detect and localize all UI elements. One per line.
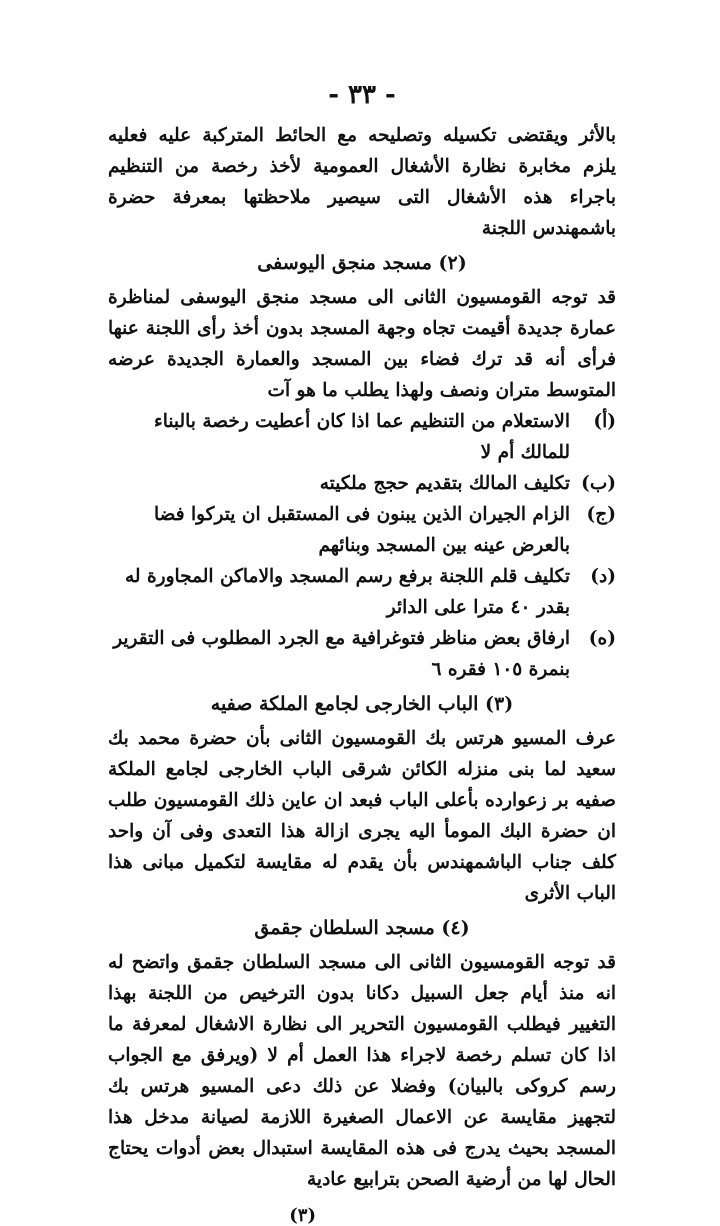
section-body-2: قد توجه القومسيون الثانى الى مسجد منجق اليوسفى لمناظرة عمارة جديدة أقيمت تجاه وجهة المسجد بدون أخذ رأى اللجنة عنها فرأى أنه قد ترك فضاء بين المسجد والعمارة الجديدة عرضه المتوسط متران ونصف ولهذا يطلب ما هو آت	[108, 287, 616, 401]
intro-paragraph: بالأثر ويقتضى تكسيله وتصليحه مع الحائط المتركبة عليه فعليه يلزم مخابرة نظارة الأشغال العمومية لأخذ رخصة من التنظيم باجراء هذه الأشغال التى سيصير ملاحظتها بمعرفة حضرة باشمهندس اللجنة	[108, 125, 616, 239]
list-item	[108, 623, 616, 685]
list-item-text: الزام الجيران الذين يبنون فى المستقبل ان يتركوا فضا بالعرض عينه بين المسجد وبنائهم	[154, 504, 570, 556]
list-item-text: تكليف المالك بتقديم حجج ملكيته	[319, 473, 570, 494]
list-marker: (ه)	[588, 628, 616, 649]
list-item-text: تكليف قلم اللجنة برفع رسم المسجد والاماكن المجاورة له بقدر ٤٠ مترا على الدائر	[124, 566, 570, 618]
list-marker: (ب)	[581, 473, 616, 494]
list-item	[108, 499, 616, 561]
list-item	[108, 561, 616, 623]
section-body-3: عرف المسيو هرتس بك القومسيون الثانى بأن حضرة محمد بك سعيد لما بنى منزله الكائن شرقى الباب الخارجى لجامع الملكة صفيه بر زعوارده بأعلى الباب فبعد ان عاين ذلك القومسيون طلب ان حضرة البك المومأ اليه يجرى ازالة هذا التعدى وفى آن واحد كلف جناب الباشمهندس بأن يقدم له مقايسة لتكميل مبانى هذا الباب الأثرى	[108, 728, 616, 904]
list-marker: (د)	[590, 566, 616, 587]
page-number: - ٣٣ -	[328, 80, 396, 110]
list-item	[108, 468, 616, 499]
section-body-4: قد توجه القومسيون الثانى الى مسجد السلطان جقمق واتضح له انه منذ أيام جعل السبيل دكانا بدون الترخيص من اللجنة بهذا التغيير فيطلب القومسيون التحرير الى نظارة الاشغال لمعرفة ما اذا كان تسلم رخصة لاجراء هذا العمل أم لا (ويرفق مع الجواب رسم كروكى بالبيان) وفضلا عن ذلك دعى المسيو هرتس بك لتجهيز مقايسة عن الاعمال الصغيرة اللازمة لصيانة مدخل هذا المسجد بحيث يدرج فى هذه المقايسة استبدال بعض أدوات يحتاج الحال لها من أرضية الصحن بترابيع عادية	[108, 952, 616, 1190]
section-heading-4: (٤) مسجد السلطان جقمق	[254, 917, 470, 939]
list-marker: (أ)	[593, 411, 616, 432]
document-page	[108, 80, 616, 1226]
list-marker: (ج)	[586, 504, 616, 525]
section-heading-2: (٢) مسجد منجق اليوسفى	[257, 252, 467, 274]
list-item-text: ارفاق بعض مناظر فتوغرافية مع الجرد المطلوب فى التقرير بنمرة ١٠٥ فقره ٦	[113, 628, 570, 680]
list-item-text: الاستعلام من التنظيم عما اذا كان أعطيت رخصة بالبناء للمالك أم لا	[154, 411, 570, 463]
section-heading-3: (٣) الباب الخارجى لجامع الملكة صفيه	[210, 693, 514, 715]
list-item	[108, 406, 616, 468]
footnote-marker: (٣)	[289, 1205, 316, 1226]
